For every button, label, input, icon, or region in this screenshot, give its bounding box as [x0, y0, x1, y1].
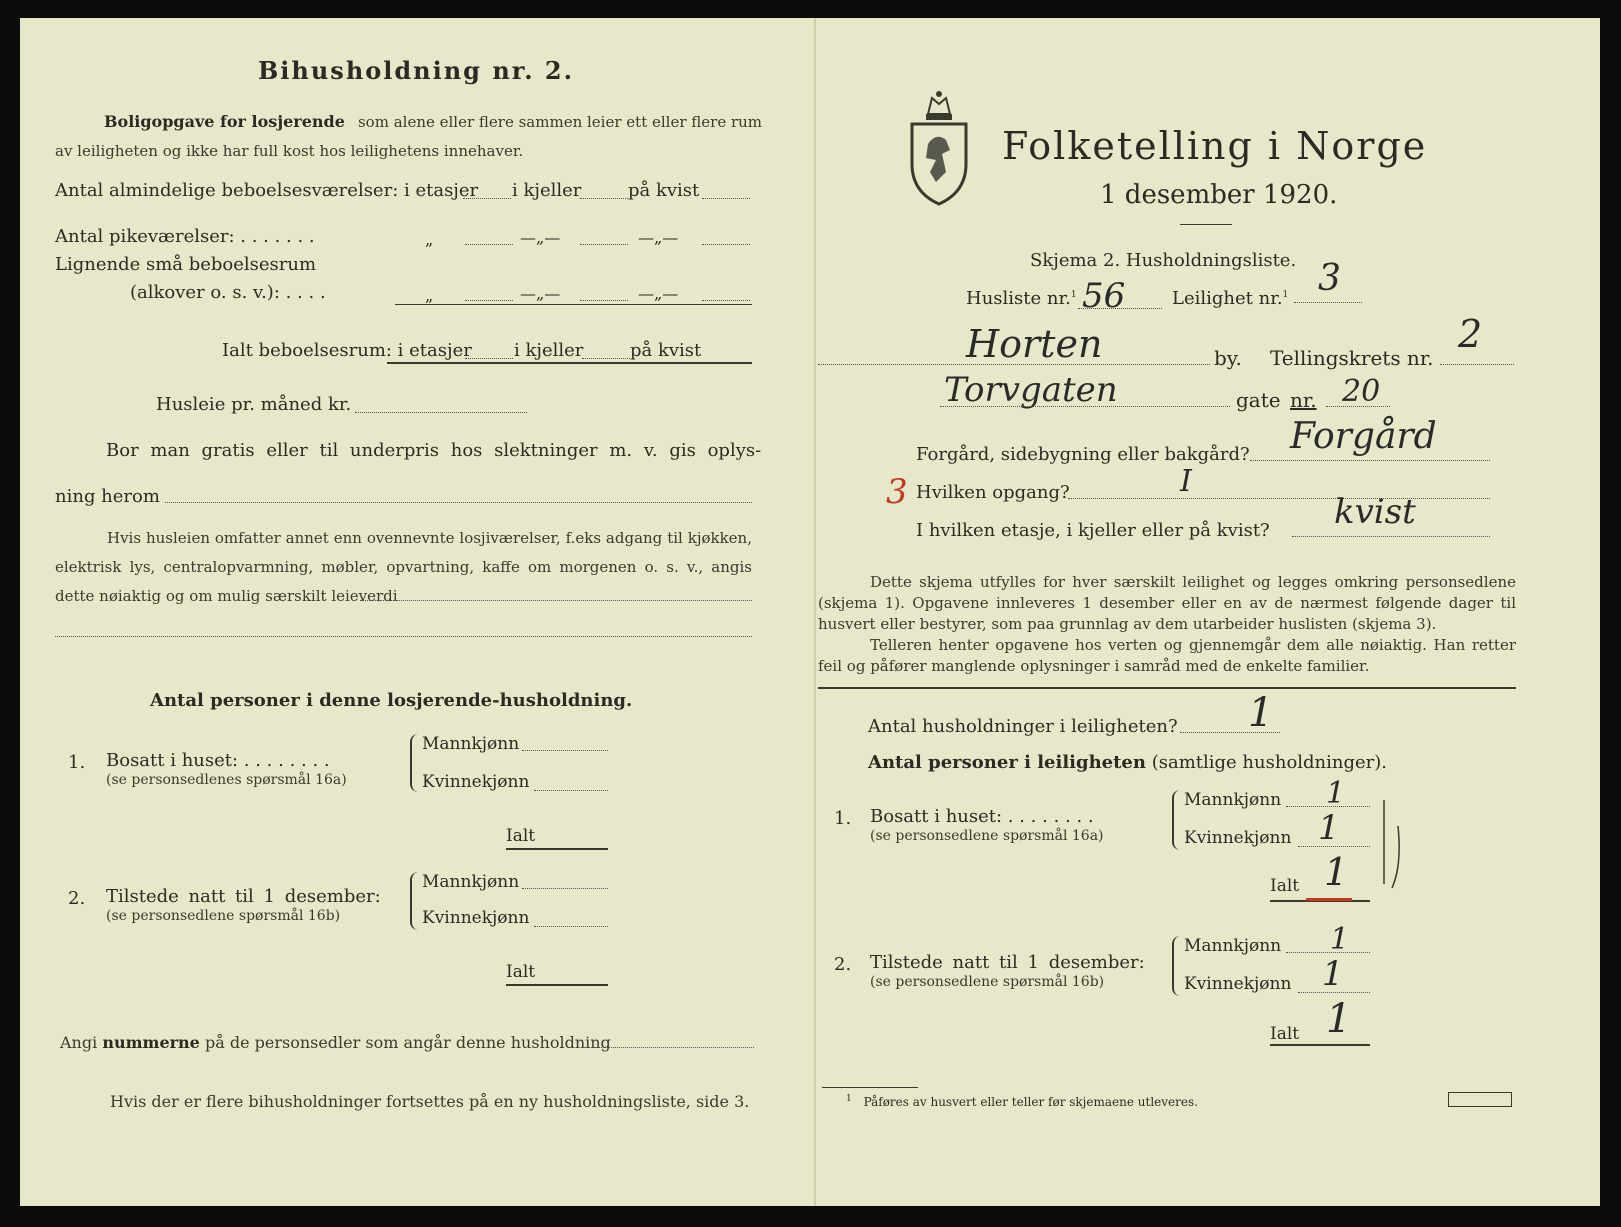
intro-line-1 — [104, 112, 762, 131]
q2-mann-value: 1 — [1330, 922, 1350, 957]
q2-label-right: Tilstede natt til 1 desember: — [870, 952, 1145, 973]
q1-kvinne-right: Kvinnekjønn — [1184, 828, 1292, 848]
lignende-line-1: Lignende små beboelsesrum — [55, 254, 317, 275]
q1-ialt-rule-left — [506, 848, 608, 850]
rooms-kjeller-label: i kjeller — [512, 180, 582, 201]
q2-kvinne-blank-left — [534, 926, 608, 927]
rooms-kvist-blank — [702, 198, 750, 199]
pike-ditto-2: —„— — [520, 228, 561, 247]
pike-blank-2 — [580, 244, 628, 245]
q2-ialt-left: Ialt — [506, 962, 536, 982]
q2-ialt-rule-left — [506, 984, 608, 986]
angi-blank — [582, 1047, 754, 1048]
footnote-text: Påføres av husvert eller teller før skjemaene utleveres. — [863, 1095, 1198, 1109]
intro-bold: Boligopgave for losjerende — [104, 112, 345, 131]
lignende-ditto-3: —„— — [638, 284, 679, 303]
husholdninger-label: Antal husholdninger i leiligheten? — [868, 716, 1178, 737]
husliste-label — [966, 288, 1077, 309]
q2-brace-right — [1172, 936, 1182, 996]
q1-label-left: Bosatt i huset: . . . . . . . . — [106, 750, 330, 771]
q2-ialt-value: 1 — [1326, 996, 1352, 1042]
opgang-question: Hvilken opgang? — [916, 482, 1070, 503]
krets-blank — [1440, 364, 1514, 365]
q2-num-left: 2. — [68, 888, 86, 909]
margin-mark-red: 3 — [886, 472, 908, 512]
page-fold — [814, 18, 816, 1206]
pike-ditto-3: —„— — [638, 228, 679, 247]
bor-line-1: Bor man gratis eller til underpris hos slektninger m. v. gis oplys- — [106, 440, 762, 461]
lignende-ditto-1: „ — [425, 286, 434, 305]
footnote-rule — [822, 1087, 918, 1088]
lignende-blank-3 — [702, 300, 750, 301]
q1-ialt-right: Ialt — [1270, 876, 1300, 896]
ialt-kjeller-label: i kjeller — [514, 340, 584, 361]
nr-blank — [1326, 406, 1390, 407]
q2-ialt-right: Ialt — [1270, 1024, 1300, 1044]
etasje-question: I hvilken etasje, i kjeller eller på kvist? — [916, 520, 1270, 541]
q1-kvinne-value: 1 — [1318, 808, 1340, 848]
intro-line-2: av leiligheten og ikke har full kost hos leilighetens innehaver. — [55, 142, 524, 160]
skjema-label: Skjema 2. Husholdningsliste. — [1030, 250, 1297, 271]
intro-rest: som alene eller flere sammen leier ett eller flere rum — [357, 113, 763, 131]
antal-rest: (samtlige husholdninger). — [1151, 752, 1388, 773]
krets-value: 2 — [1458, 312, 1483, 356]
leilighet-blank — [1294, 302, 1362, 303]
forgaard-question: Forgård, sidebygning eller bakgård? — [916, 444, 1250, 465]
q1-kvinne-blank-left — [534, 790, 608, 791]
census-date: 1 desember 1920. — [1100, 180, 1338, 210]
rooms-etasjer-blank — [463, 198, 511, 199]
husleie-blank — [355, 412, 527, 413]
leilighet-label — [1172, 288, 1288, 309]
lignende-ditto-2: —„— — [520, 284, 561, 303]
antal-bold: Antal personer i leiligheten — [868, 752, 1146, 773]
q2-mann-blank-left — [522, 888, 608, 889]
leilighet-value: 3 — [1318, 258, 1341, 299]
bor-blank — [165, 502, 752, 503]
q1-check-mark-red — [1306, 898, 1352, 901]
husliste-value: 56 — [1082, 276, 1126, 316]
q2-sub-right: (se personsedlene spørsmål 16b) — [870, 974, 1105, 990]
ialt-etasjer-blank — [465, 358, 513, 359]
q1-sub-left: (se personsedlenes spørsmål 16a) — [106, 772, 347, 788]
q2-kvinne-blank-right — [1298, 992, 1370, 993]
pike-blank-3 — [702, 244, 750, 245]
q1-ialt-left: Ialt — [506, 826, 536, 846]
lignende-blank-1 — [465, 300, 513, 301]
husholdninger-blank — [1180, 732, 1280, 733]
forgaard-blank — [1250, 460, 1490, 461]
q2-mann-left: Mannkjønn — [422, 872, 520, 892]
opgang-blank — [1068, 498, 1490, 499]
q1-mann-blank-left — [522, 750, 608, 751]
by-blank — [818, 364, 1210, 365]
q2-kvinne-right: Kvinnekjønn — [1184, 974, 1292, 994]
title-rule — [1180, 224, 1232, 225]
q1-label-right: Bosatt i huset: . . . . . . . . — [870, 806, 1094, 827]
angi-bold: nummerne — [102, 1033, 200, 1052]
hvis-blank-2 — [55, 636, 752, 637]
husliste-text: Husliste nr. — [966, 288, 1071, 309]
q1-mann-right: Mannkjønn — [1184, 790, 1282, 810]
left-footer: Hvis der er flere bihusholdninger fortsettes på en ny husholdningsliste, side 3. — [110, 1092, 750, 1111]
ialt-kjeller-blank — [582, 358, 630, 359]
husliste-footnote-mark: 1 — [1070, 290, 1077, 300]
forgaard-value: Forgård — [1290, 416, 1437, 457]
krets-label: Tellingskrets nr. — [1270, 346, 1434, 370]
antal-heading-left: Antal personer i denne losjerende-husholdning. — [150, 690, 633, 711]
q1-num-right: 1. — [834, 808, 852, 829]
nr-label: nr. — [1290, 388, 1317, 412]
hvis-text: Hvis husleien omfatter annet enn ovennevnte losjiværelser, f.eks adgang til kjøkken, elektrisk lys, centralopvarmning, møbler, opvartning, kaffe om morgenen o. s. v., angis dette nøiaktig og om mulig særskilt leieverdi — [55, 529, 752, 605]
q2-brace-left — [410, 872, 420, 930]
q2-kvinne-value: 1 — [1322, 954, 1344, 994]
lignende-blank-2 — [580, 300, 628, 301]
nr-value: 20 — [1342, 374, 1381, 409]
husholdninger-value: 1 — [1248, 690, 1274, 736]
husleie-label: Husleie pr. måned kr. — [156, 394, 352, 415]
info-paragraph-1: Dette skjema utfylles for hver særskilt leilighet og legges omkring personsedlene (skjema 1). Opgavene innleveres 1 desember eller en av de nærmest følgende dager til husvert eller bestyrer, som paa grunnlag av dem utarbeider huslisten (skjema 3). — [818, 573, 1516, 633]
sum-rule — [395, 304, 752, 305]
q1-mann-value: 1 — [1326, 776, 1346, 811]
leilighet-footnote-mark: 1 — [1282, 290, 1289, 300]
by-label: by. — [1214, 346, 1242, 370]
footnote-num: 1 — [846, 1094, 852, 1104]
q1-sub-right: (se personsedlene spørsmål 16a) — [870, 828, 1104, 844]
ialt-rule — [387, 362, 752, 364]
q1-kvinne-left: Kvinnekjønn — [422, 772, 530, 792]
gate-value: Torvgaten — [944, 370, 1118, 410]
pike-label: Antal pikeværelser: . . . . . . . — [55, 226, 315, 247]
q1-pencil-mark-icon — [1380, 796, 1404, 892]
right-title: Folketelling i Norge — [1002, 124, 1428, 168]
pike-ditto-1: „ — [425, 230, 434, 249]
ialt-kvist-label: på kvist — [630, 340, 702, 361]
ialt-rooms-label: Ialt beboelsesrum: i etasjer — [222, 340, 472, 361]
q2-mann-blank-right — [1286, 952, 1370, 953]
etasje-value: kvist — [1334, 492, 1416, 532]
angi-rest: på de personsedler som angår denne husholdning — [204, 1033, 611, 1052]
gate-blank — [940, 406, 1230, 407]
hvis-blank-1 — [360, 600, 752, 601]
left-title: Bihusholdning nr. 2. — [258, 56, 574, 85]
q1-num-left: 1. — [68, 752, 86, 773]
rooms-kvist-label: på kvist — [628, 180, 700, 201]
q2-num-right: 2. — [834, 954, 852, 975]
antal-heading-right — [868, 752, 1387, 773]
angi-pre: Angi — [60, 1033, 98, 1052]
q2-label-left: Tilstede natt til 1 desember: — [106, 886, 381, 907]
q2-kvinne-left: Kvinnekjønn — [422, 908, 530, 928]
opgang-value: I — [1180, 464, 1192, 499]
q1-mann-blank-right — [1286, 806, 1370, 807]
q1-brace-right — [1172, 790, 1182, 850]
info-paragraph-2: Telleren henter opgavene hos verten og gjennemgår dem alle nøiaktig. Han retter feil og påfører manglende oplysninger i samråd med de enkelte familier. — [818, 636, 1516, 675]
pike-blank-1 — [465, 244, 513, 245]
q1-mann-left: Mannkjønn — [422, 734, 520, 754]
lignende-line-2: (alkover o. s. v.): . . . . — [130, 282, 326, 303]
q1-kvinne-blank-right — [1298, 846, 1370, 847]
husliste-blank — [1078, 308, 1162, 309]
coat-of-arms-icon — [906, 88, 972, 206]
by-value: Horten — [966, 322, 1103, 366]
info-rule — [818, 687, 1516, 689]
q2-ialt-rule-right — [1270, 1044, 1370, 1046]
q2-sub-left: (se personsedlene spørsmål 16b) — [106, 908, 341, 924]
q1-ialt-value: 1 — [1324, 850, 1349, 894]
q2-mann-right: Mannkjønn — [1184, 936, 1282, 956]
printer-stamp — [1448, 1092, 1512, 1107]
rooms-label: Antal almindelige beboelsesværelser: i etasjer — [55, 180, 479, 201]
angi-line — [60, 1033, 611, 1052]
rooms-kjeller-blank — [580, 198, 628, 199]
footnote — [846, 1094, 1198, 1109]
q1-brace-left — [410, 734, 420, 792]
bor-line-2: ning herom — [55, 486, 160, 507]
gate-label: gate — [1236, 388, 1281, 412]
leilighet-text: Leilighet nr. — [1172, 288, 1283, 309]
etasje-blank — [1292, 536, 1490, 537]
